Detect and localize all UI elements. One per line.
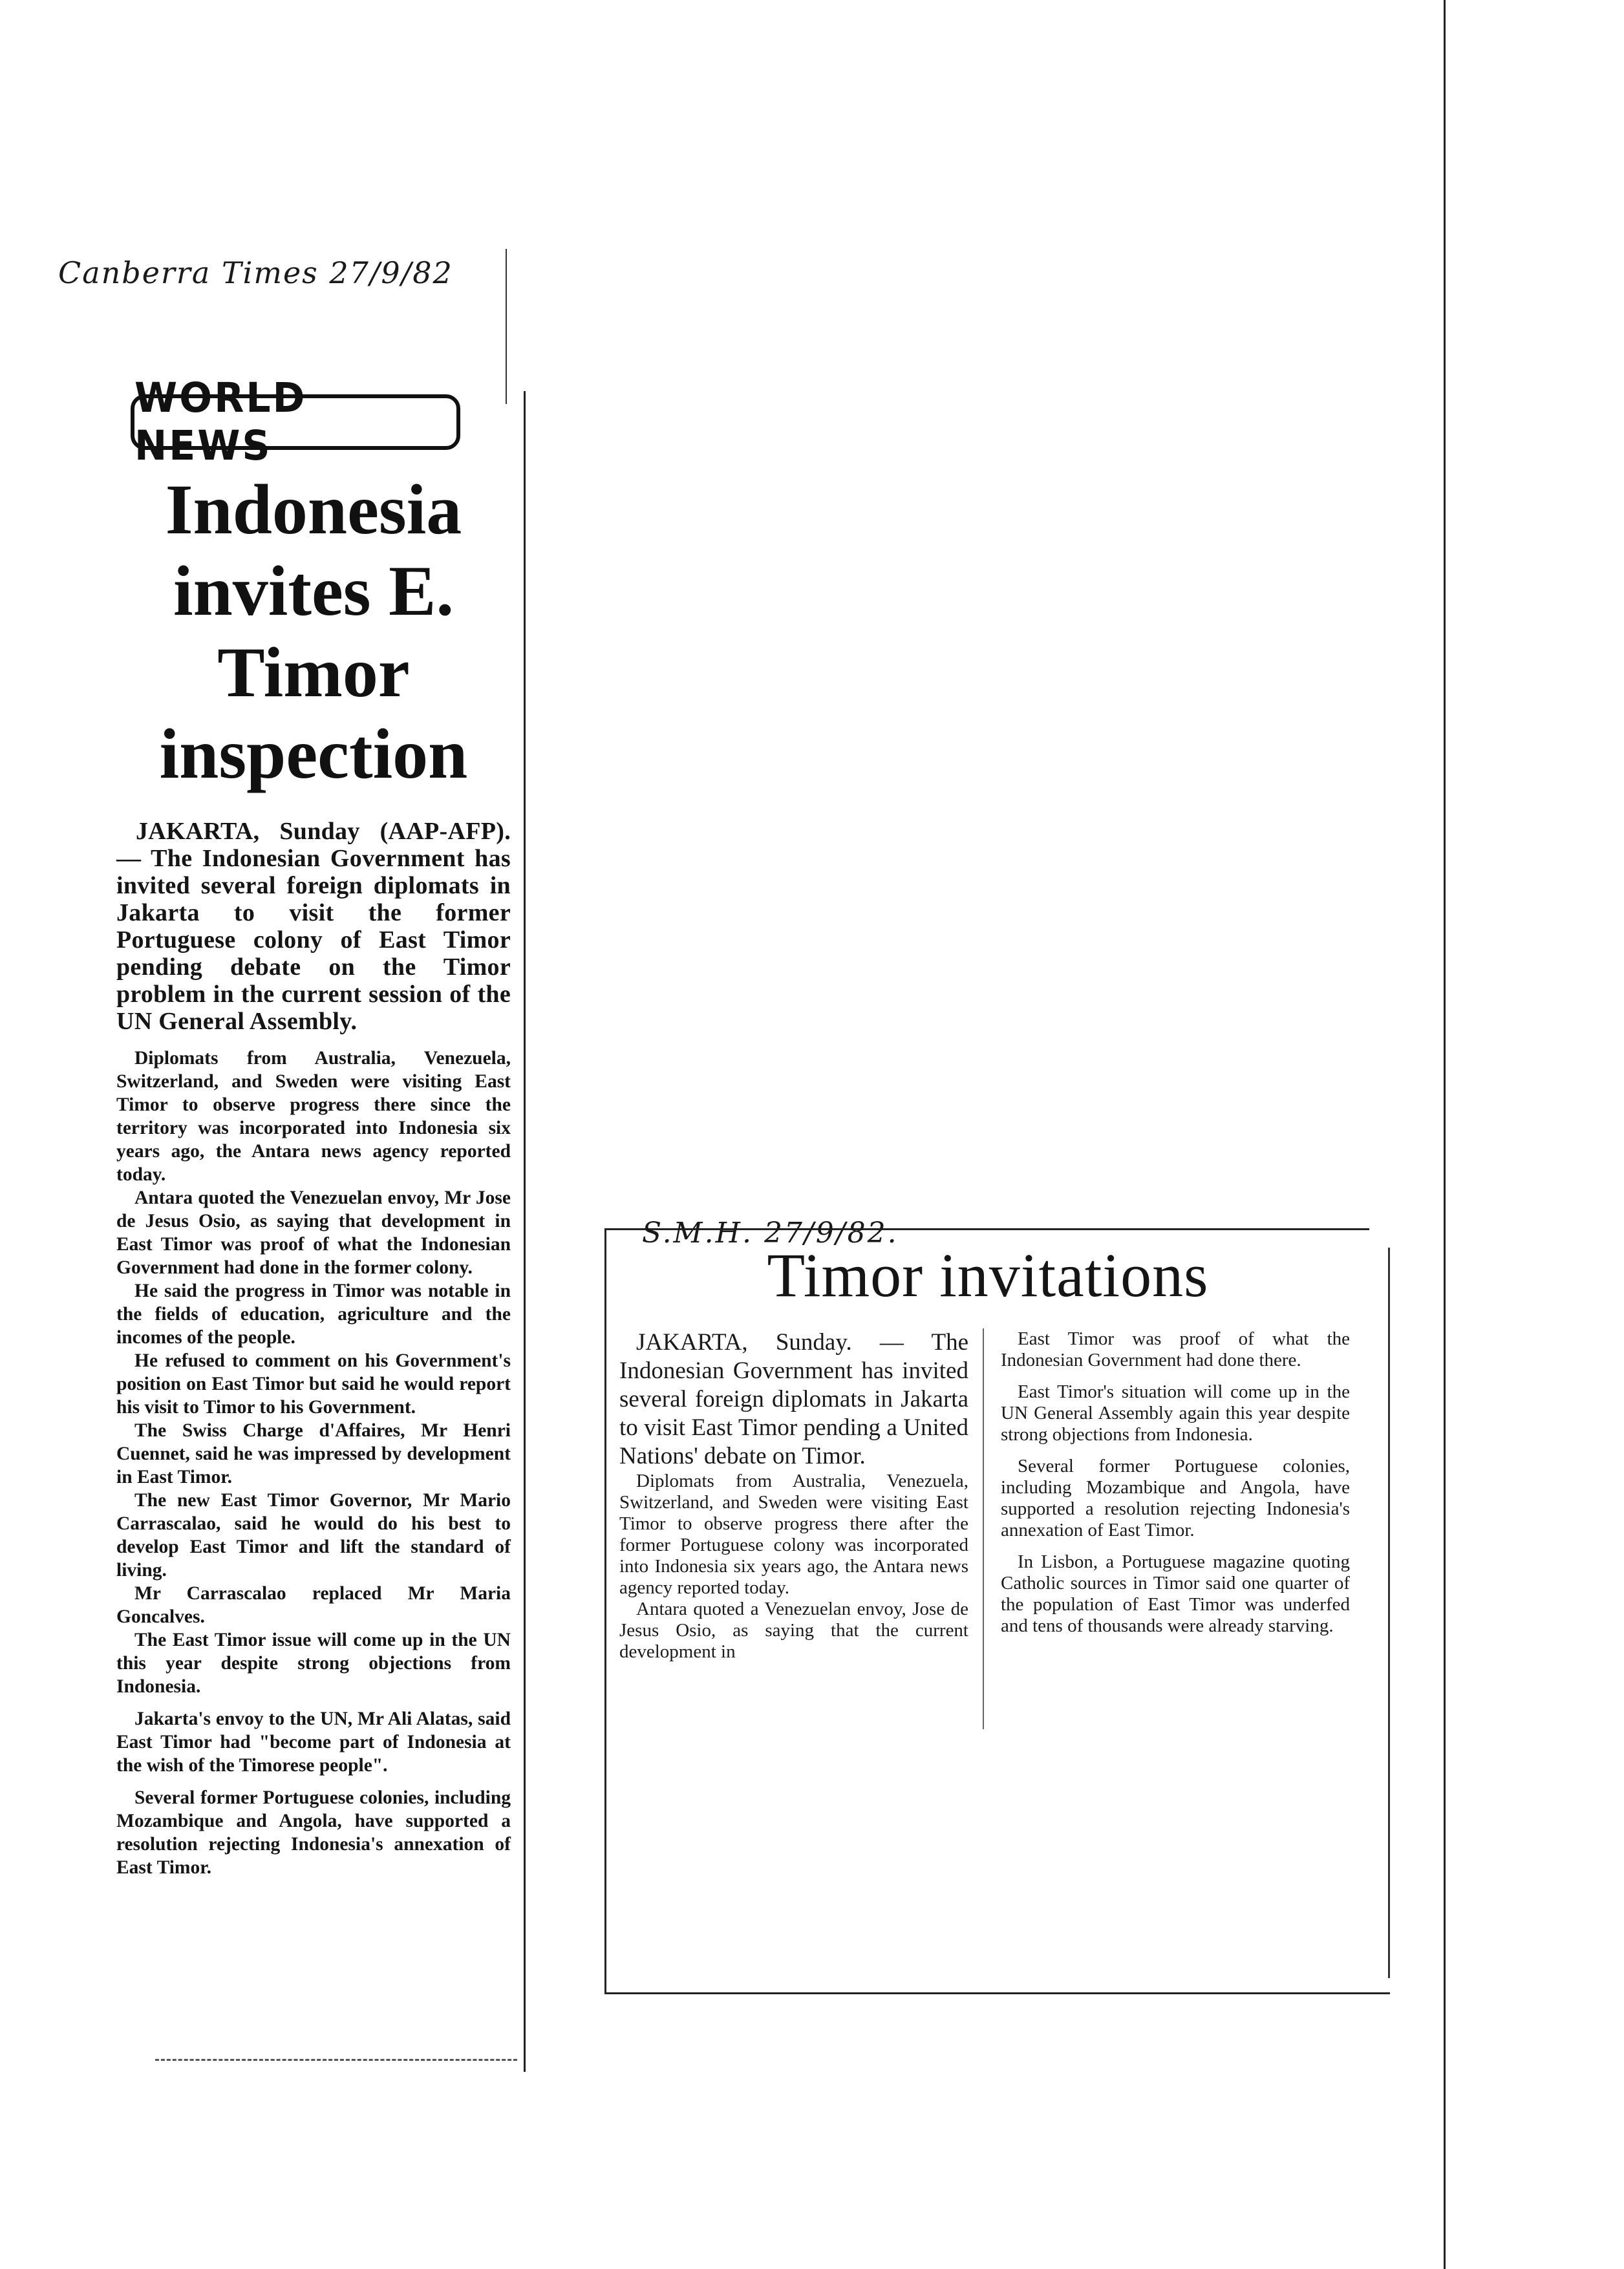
smh-clipping — [604, 1217, 1390, 1994]
paragraph: Several former Portuguese colonies, including Mozambique and Angola, have supported a resolution rejecting Indonesia's annexation of East Timor. — [1001, 1456, 1350, 1540]
headline: Timor invitations — [767, 1241, 1209, 1310]
column-rule — [983, 1328, 984, 1729]
handwritten-source-note: Canberra Times 27/9/82 — [58, 255, 453, 290]
paragraph: The new East Timor Governor, Mr Mario Carrascalao, said he would do his best to develop East Timor and lift the standard of living. — [116, 1490, 511, 1581]
paragraph: The Swiss Charge d'Affaires, Mr Henri Cuennet, said he was impressed by development in East Timor. — [116, 1420, 511, 1487]
paragraph: Several former Portuguese colonies, including Mozambique and Angola, have supported a resolution rejecting Indonesia's annexation of East Timor. — [116, 1787, 511, 1878]
handwritten-source-note: S.M.H. 27/9/82. — [642, 1217, 899, 1250]
paragraph: He refused to comment on his Government's position on East Timor but said he would report his visit to Timor to his Government. — [116, 1350, 511, 1418]
headline: Indonesia invites E. Timor inspection — [159, 470, 468, 793]
paragraph: Antara quoted the Venezuelan envoy, Mr Jose de Jesus Osio, as saying that development in East Timor was proof of what the Indonesian Government had done in the former colony. — [116, 1188, 511, 1278]
world-news-logo-text: WORLD NEWS — [134, 374, 307, 470]
paragraph: Antara quoted a Venezuelan envoy, Jose de Jesus Osio, as saying that the current development in — [619, 1599, 968, 1662]
clipping-edge-line — [506, 249, 507, 404]
clipping-bottom-edge — [155, 2059, 517, 2061]
paragraph: In Lisbon, a Portuguese magazine quoting Catholic sources in Timor said one quarter of the population of East Timor was underfed and tens of thousands were already starving. — [1001, 1551, 1350, 1636]
paragraph: East Timor was proof of what the Indonesian Government had done there. — [1001, 1328, 1350, 1370]
clipping-right-edge — [1388, 1248, 1390, 1978]
paragraph: Mr Carrascalao replaced Mr Maria Goncalves. — [116, 1583, 511, 1627]
canberra-times-clipping — [58, 255, 524, 2085]
article-body — [116, 818, 511, 1879]
paragraph: The East Timor issue will come up in the UN this year despite strong objections from Indonesia. — [116, 1630, 511, 1697]
article-columns — [619, 1328, 1363, 1981]
left-column — [619, 1328, 968, 1663]
paragraph: Diplomats from Australia, Venezuela, Switzerland, and Sweden were visiting East Timor to observe progress there since the territory was incorporated into Indonesia six years ago, the Antara news agency reported today. — [116, 1048, 511, 1185]
paragraph: Jakarta's envoy to the UN, Mr Ali Alatas, said East Timor had "become part of Indonesia at the wish of the Timorese people". — [116, 1709, 511, 1776]
lead-paragraph: JAKARTA, Sunday (AAP-AFP). — The Indonesian Government has invited several foreign diplomats in Jakarta to visit the former Portuguese colony of East Timor pending debate on the Timor problem in the current session of the UN General Assembly. — [116, 818, 511, 1035]
paragraph: He said the progress in Timor was notable in the fields of education, agriculture and the incomes of the people. — [116, 1281, 511, 1348]
world-news-logo — [131, 374, 460, 470]
paragraph: East Timor's situation will come up in the UN General Assembly again this year despite strong objections from Indonesia. — [1001, 1381, 1350, 1445]
paragraph: Diplomats from Australia, Venezuela, Switzerland, and Sweden were visiting East Timor to observe progress there after the former Portuguese colony was incorporated into Indonesia six years ago, the Antara news agency reported today. — [619, 1471, 968, 1598]
page-edge-line — [1444, 0, 1446, 2269]
right-column — [1001, 1328, 1350, 1637]
lead-paragraph: JAKARTA, Sunday. — The Indonesian Government has invited several foreign diplomats in Jakarta to visit East Timor pending a United Nations' debate on Timor. — [619, 1329, 968, 1469]
column-rule — [524, 391, 526, 2072]
